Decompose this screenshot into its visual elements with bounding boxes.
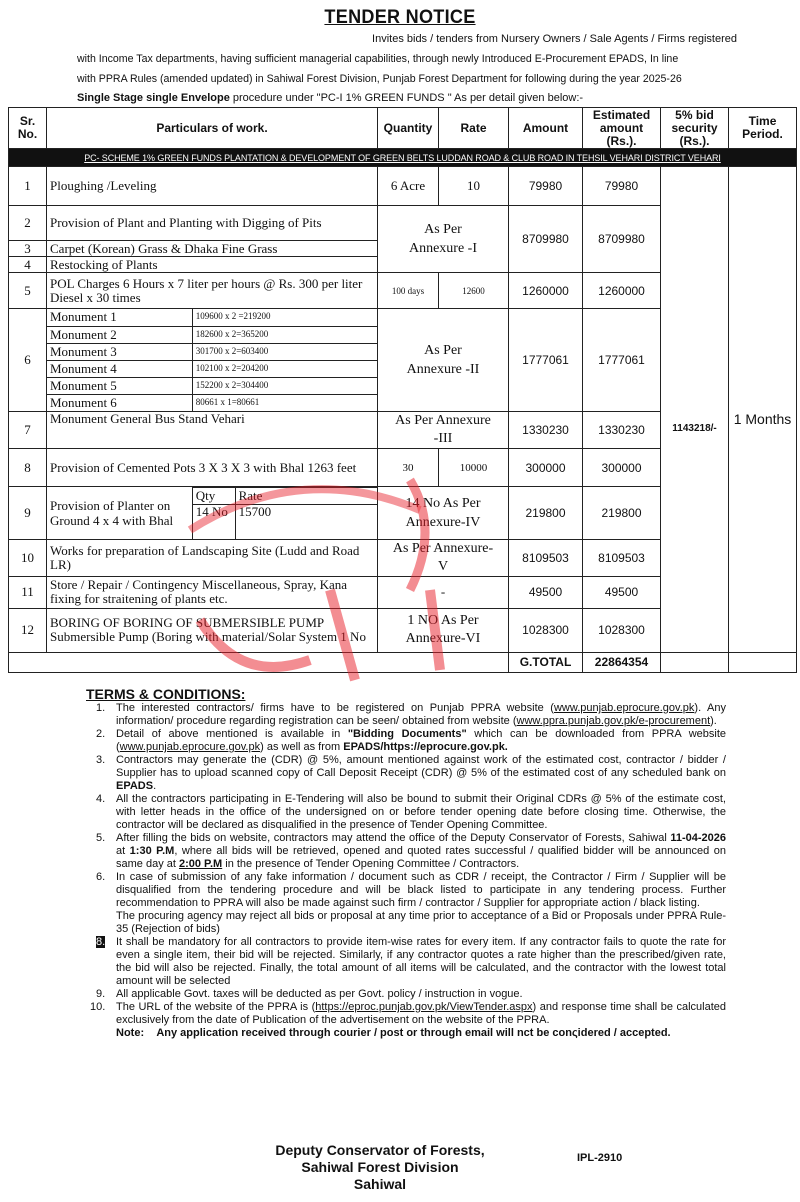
term-text: ) and response time shall be calculated exclusively from the date of Publication of the advertisement on the website of the PPRA. [116,1001,726,1026]
term-item [86,702,726,728]
est-cell: 49500 [583,576,661,608]
term-text: , where all bids will be retrieved, opened and quoted rates successful / qualified bidder will be announced on same day at [116,845,727,870]
sr-cell: 7 [9,412,47,449]
term-bold: EPADS/https://eprocure.gov.pk. [343,741,508,753]
rate-cell: 12600 [439,273,509,309]
qty-cell: As Per Annexure -III [378,412,509,449]
intro-line [77,88,737,108]
work-cell: Ploughing /Leveling [47,167,378,206]
empty-cell [661,652,729,672]
term-bold: 11-04-2026 [670,832,726,844]
header-cell: Time Period. [729,108,797,149]
sr-cell: 12 [9,608,47,652]
monument-calc: 301700 x 2=603400 [192,343,377,360]
term-text: It shall be mandatory for all contractors to provide item-wise rates for every item. If any contractor fails to quote the rate for even a single item, their bid will be rejected. Similarly, if any contractor quotes a rate higher than the prescribed/given rate, the bid will also be rejected. Finally, the total amount of all items will be calculated, and the contractor with the lowest total amount will be selected [116,936,726,987]
term-text: in the presence of Tender Opening Committee / Contractors. [222,858,520,870]
link[interactable]: www.punjab.eprocure.gov.pk [553,702,695,714]
qty-cell: As Per Annexure-V [378,539,509,576]
header-cell: Quantity [378,108,439,149]
term-item [86,728,726,754]
qty-cell: As Per Annexure -I [378,206,509,273]
qty-cell: 6 Acre [378,167,439,206]
term-text: ) as well as from [260,741,344,753]
est-cell: 300000 [583,449,661,487]
monument-row [47,360,377,377]
note-text: Any application received through courier / post or through email will nct be conςidered / accepted. [156,1027,671,1039]
qty-cell: - [378,576,509,608]
term-text: Detail of above mentioned is available in [116,728,348,740]
header-cell: 5% bid security (Rs.). [661,108,729,149]
term-number: 4. [96,793,106,805]
term-text: In case of submission of any fake information / document such as CDR / receipt, the Contractor / Firm / Supplier will be disqualified from the tendering procedure and will be black listed to participate in any tendering process. Further recommendation to PPRA will also be made against such firm / contractor / Supplier for appropriate action / black listing. [116,871,726,909]
note-label: Note: [116,1027,145,1039]
term-item [86,936,726,988]
monuments-table [47,309,377,411]
term-number: 1. [96,702,106,714]
term-item [86,754,726,793]
term-text: at [116,845,130,857]
table-header [9,108,797,149]
header-cell: Rate [439,108,509,149]
qty-cell: 14 No As Per Annexure-IV [378,487,509,540]
monument-row [47,343,377,360]
work-cell: Provision of Cemented Pots 3 X 3 X 3 with Bhal 1263 feet [47,449,378,487]
sr-cell: 9 [9,487,47,540]
tender-table [8,107,797,673]
term-number: 3. [96,754,106,766]
monument-name: Monument 5 [47,377,192,394]
signature-line: Deputy Conservator of Forests, [275,1142,485,1158]
term-text: which can be downloaded from PPRA website ( [116,728,726,753]
header-cell: Sr. No. [9,108,47,149]
link[interactable]: www.ppra.punjab.gov.pk/e-procurement [516,715,711,727]
rate-cell: 10000 [439,449,509,487]
term-number: 5. [96,832,106,844]
est-cell: 8709980 [583,206,661,273]
term-item [86,832,726,871]
term-item [86,793,726,832]
term-text: The interested contractors/ firms have to be registered on Punjab PPRA website ( [116,702,554,714]
sr-cell: 3 [9,241,47,257]
sr-cell: 5 [9,273,47,309]
work-cell: Store / Repair / Contingency Miscellaneous, Spray, Kana fixing for straitening of plants etc. [47,576,378,608]
monument-name: Monument 2 [47,326,192,343]
scheme-band: PC- SCHEME 1% GREEN FUNDS PLANTATION & DEVELOPMENT OF GREEN BELTS LUDDAN ROAD & CLUB ROAD IN TEHSIL VEHARI DISTRICT VEHARI [9,149,797,167]
sr-cell: 8 [9,449,47,487]
work-cell: Restocking of Plants [47,257,378,273]
total-label: G.TOTAL [509,652,583,672]
signature-line: Sahiwal Forest Division [301,1159,459,1175]
term-number: 9. [96,988,106,1000]
term-number: 6. [96,871,106,883]
term-text: All the contractors participating in E-Tendering will also be bound to submit their Original CDRs @ 5% of the estimate cost, with letter heads in the office of the undersigned on or before tender opening date before closing time. Otherwise, the contractor will be declared as disqualified in the presence of Tender Opening Committee. [116,793,726,831]
page-title: TENDER NOTICE [324,7,476,28]
monument-calc: 182600 x 2=365200 [192,326,377,343]
terms-heading: TERMS & CONDITIONS: [86,686,246,702]
monument-calc: 80661 x 1=80661 [192,394,377,411]
grand-total: 22864354 [583,652,661,672]
term-text: All applicable Govt. taxes will be deducted as per Govt. policy / instruction in vogue. [116,988,523,1000]
term-item [86,1001,726,1040]
term-number: 2. [96,728,106,740]
amount-cell: 8109503 [509,539,583,576]
est-cell: 79980 [583,167,661,206]
sr-cell: 4 [9,257,47,273]
term-number: 8. [96,936,106,948]
intro-line: with Income Tax departments, having sufficient managerial capabilities, through newly Introduced E-Procurement EPADS, In line [77,53,679,65]
work-cell: Works for preparation of Landscaping Site (Ludd and Road LR) [47,539,378,576]
sr-cell: 11 [9,576,47,608]
sr-cell: 10 [9,539,47,576]
intro-line: with PPRA Rules (amended updated) in Sahiwal Forest Division, Punjab Forest Department for following during the year 2025-26 [77,73,682,85]
bid-security-cell: 1143218/- [661,167,729,653]
est-cell: 1777061 [583,309,661,412]
term-text: ). [710,715,717,727]
monument-name: Monument 1 [47,309,192,326]
amount-cell: 219800 [509,487,583,540]
sub-qty: 14 No [192,505,235,539]
work-cell: Monument General Bus Stand Vehari [47,412,378,449]
monument-name: Monument 3 [47,343,192,360]
monument-calc: 109600 x 2 =219200 [192,309,377,326]
monument-row [47,394,377,411]
term-text: After filling the bids on website, contractors may attend the office of the Deputy Conservator of Forests, Sahiwal [116,832,671,844]
amount-cell: 79980 [509,167,583,206]
term-bold: "Bidding Documents" [347,728,467,740]
signature-block [230,1142,530,1193]
amount-cell: 1260000 [509,273,583,309]
amount-cell: 49500 [509,576,583,608]
sub-qty-label: Qty [192,488,235,505]
sub-rate-label: Rate [235,488,377,505]
intro-text: procedure under "PC-I 1% GREEN FUNDS " As per detail given below:- [229,92,584,104]
qty-cell: As Per Annexure -II [378,309,509,412]
monument-row [47,309,377,326]
sr-cell: 1 [9,167,47,206]
reference-code: IPL-2910 [577,1152,623,1164]
amount-cell: 300000 [509,449,583,487]
monument-name: Monument 4 [47,360,192,377]
monument-name: Monument 6 [47,394,192,411]
term-number: 10. [90,1001,106,1013]
total-row [9,652,797,672]
signature-line: Sahiwal [353,1176,407,1192]
term-item [86,988,726,1001]
qty-cell: 30 [378,449,439,487]
est-cell: 1330230 [583,412,661,449]
amount-cell: 1330230 [509,412,583,449]
work-cell: Provision of Plant and Planting with Digging of Pits [47,206,378,241]
term-text: Contractors may generate the (CDR) @ 5%, amount mentioned against work of the estimated cost, contractor / bidder / Supplier has to upload scanned copy of Call Deposit Receipt (CDR) @ 5% of the estimated cost of any scheduled bank on [116,754,726,779]
intro-line: Invites bids / tenders from Nursery Owners / Sale Agents / Firms registered [372,33,737,45]
monuments-cell [47,309,378,412]
qty-cell: 100 days [378,273,439,309]
monument-row [47,377,377,394]
est-cell: 8109503 [583,539,661,576]
work-cell: Carpet (Korean) Grass & Dhaka Fine Grass [47,241,378,257]
work-cell: BORING OF BORING OF SUBMERSIBLE PUMP Submersible Pump (Boring with material/Solar System 1 No [47,608,378,652]
term-text: The procuring agency may reject all bids or proposal at any time prior to acceptance of a Bid or Proposals under PPRA Rule-35 (Rejection of bids) [116,910,726,935]
term-text: ). Any information/ procedure regarding registration can be seen/ obtained from website ( [116,702,727,727]
planter-table [47,487,377,539]
rate-cell: 10 [439,167,509,206]
est-cell: 219800 [583,487,661,540]
term-bold: EPADS [116,780,154,792]
monument-calc: 102100 x 2=204200 [192,360,377,377]
work-cell: POL Charges 6 Hours x 7 liter per hours @ Rs. 300 per liter Diesel x 30 times [47,273,378,309]
header-cell: Estimated amount (Rs.). [583,108,661,149]
amount-cell: 1028300 [509,608,583,652]
monument-calc: 152200 x 2=304400 [192,377,377,394]
monument-row [47,326,377,343]
qty-cell: 1 NO As Per Annexure-VI [378,608,509,652]
sr-cell: 2 [9,206,47,241]
est-cell: 1028300 [583,608,661,652]
terms-and-conditions [86,688,726,1040]
time-period-cell: 1 Months [729,167,797,653]
term-item [86,871,726,936]
link[interactable]: www.punjab.eprocure.gov.pk [119,741,261,753]
amount-cell: 1777061 [509,309,583,412]
amount-cell: 8709980 [509,206,583,273]
planter-cell [47,487,378,540]
header-cell: Amount [509,108,583,149]
table-row [9,167,797,206]
procedure-type: Single Stage single Envelope [77,92,230,104]
work-cell: Provision of Planter on Ground 4 x 4 with Bhal [47,488,192,539]
term-text: The URL of the website of the PPRA is ( [116,1001,316,1013]
empty-cell [9,652,509,672]
term-bold: 2:00 P.M [178,858,223,870]
sr-cell: 6 [9,309,47,412]
link[interactable]: https://eproc.punjab.gov.pk/ViewTender.aspx [315,1001,533,1013]
header-cell: Particulars of work. [47,108,378,149]
term-text: . [153,780,157,792]
term-bold: 1:30 P.M [129,845,175,857]
empty-cell [729,652,797,672]
est-cell: 1260000 [583,273,661,309]
sub-rate: 15700 [235,505,377,539]
